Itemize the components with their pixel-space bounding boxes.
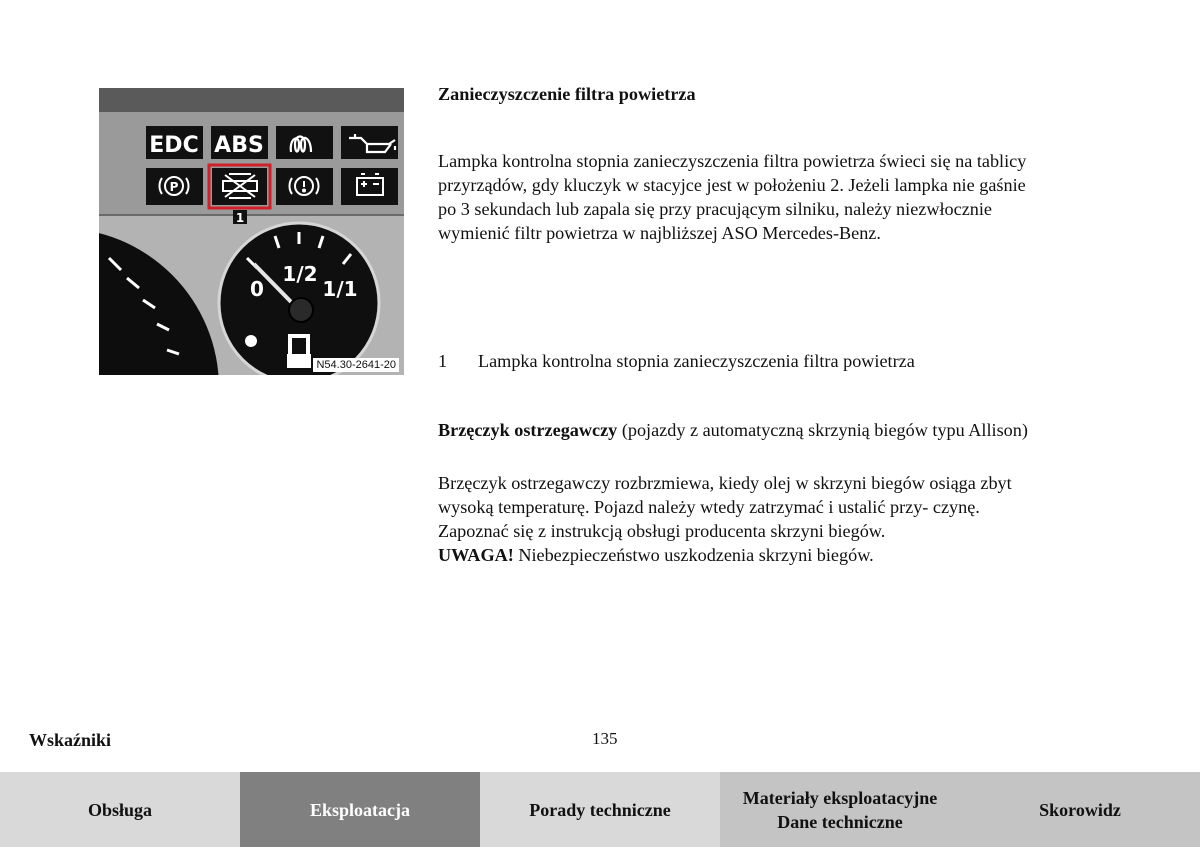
manual-reference: Zapoznać się z instrukcją obsługi producenta skrzyni biegów. <box>438 521 886 541</box>
air-filter-paragraph: Lampka kontrolna stopnia zanieczyszczenia filtra powietrza świeci się na tablicy przyrządów, gdy kluczyk w stacyjce jest w położeniu 2. Jeżeli lampka nie gaśnie po 3 sekundach lub zapala się przy pracującym silniku, należy niezwłocznie wymienić filtr powietrza w najbliższej ASO Mercedes-Benz. <box>438 151 1027 244</box>
warning-line <box>438 543 1048 567</box>
speedometer-dial <box>99 228 219 375</box>
buzzer-heading: Brzęczyk ostrzegawczy <box>438 420 618 441</box>
abs-lamp-label: ABS <box>214 133 264 158</box>
bottom-navigation <box>0 772 1200 847</box>
caption-number: 1 <box>438 351 448 371</box>
warning-text: Niebezpieczeństwo uszkodzenia skrzyni biegów. <box>513 545 874 565</box>
caption-text: Lampka kontrolna stopnia zanieczyszczenia filtra powietrza <box>478 351 915 371</box>
nav-tab-eksploatacja[interactable]: Eksploatacja <box>240 772 480 847</box>
gauge-label-full: 1/1 <box>322 277 358 301</box>
svg-text:P: P <box>169 180 179 194</box>
page-number: 135 <box>592 729 618 748</box>
nav-tab-materialy-line2: Dane techniczne <box>777 811 903 832</box>
figure-code: N54.30-2641-20 <box>313 358 399 372</box>
callout-number: 1 <box>235 211 245 225</box>
nav-tab-skorowidz[interactable]: Skorowidz <box>960 772 1200 847</box>
buzzer-heading-paragraph <box>438 418 1048 442</box>
warning-label: UWAGA! <box>438 545 514 565</box>
footer-section-title: Wskaźniki <box>29 730 112 750</box>
section-heading: Zanieczyszczenie filtra powietrza <box>438 84 696 104</box>
nav-tab-obsluga[interactable]: Obsługa <box>0 772 240 847</box>
nav-tab-materialy[interactable] <box>720 772 960 847</box>
instrument-cluster-figure <box>99 88 404 375</box>
buzzer-heading-note: (pojazdy z automatyczną skrzynią biegów typu Allison) <box>617 420 1028 441</box>
cluster-illustration <box>99 88 404 375</box>
buzzer-body <box>438 471 1048 567</box>
edc-lamp-label: EDC <box>149 133 199 158</box>
reserve-dot <box>245 335 257 347</box>
battery-lamp <box>341 168 398 205</box>
gauge-hub <box>289 298 313 322</box>
gauge-label-empty: 0 <box>250 277 264 301</box>
gauge-label-half: 1/2 <box>282 262 318 286</box>
buzzer-paragraph: Brzęczyk ostrzegawczy rozbrzmiewa, kiedy olej w skrzyni biegów osiąga zbyt wysoką temperaturę. Pojazd należy wtedy zatrzymać i ustalić przy- czynę. <box>438 473 1012 517</box>
nav-tab-materialy-line1: Materiały eksploatacyjne <box>742 787 938 808</box>
nav-tab-porady-techniczne[interactable]: Porady techniczne <box>480 772 720 847</box>
figure-caption <box>438 349 1048 373</box>
